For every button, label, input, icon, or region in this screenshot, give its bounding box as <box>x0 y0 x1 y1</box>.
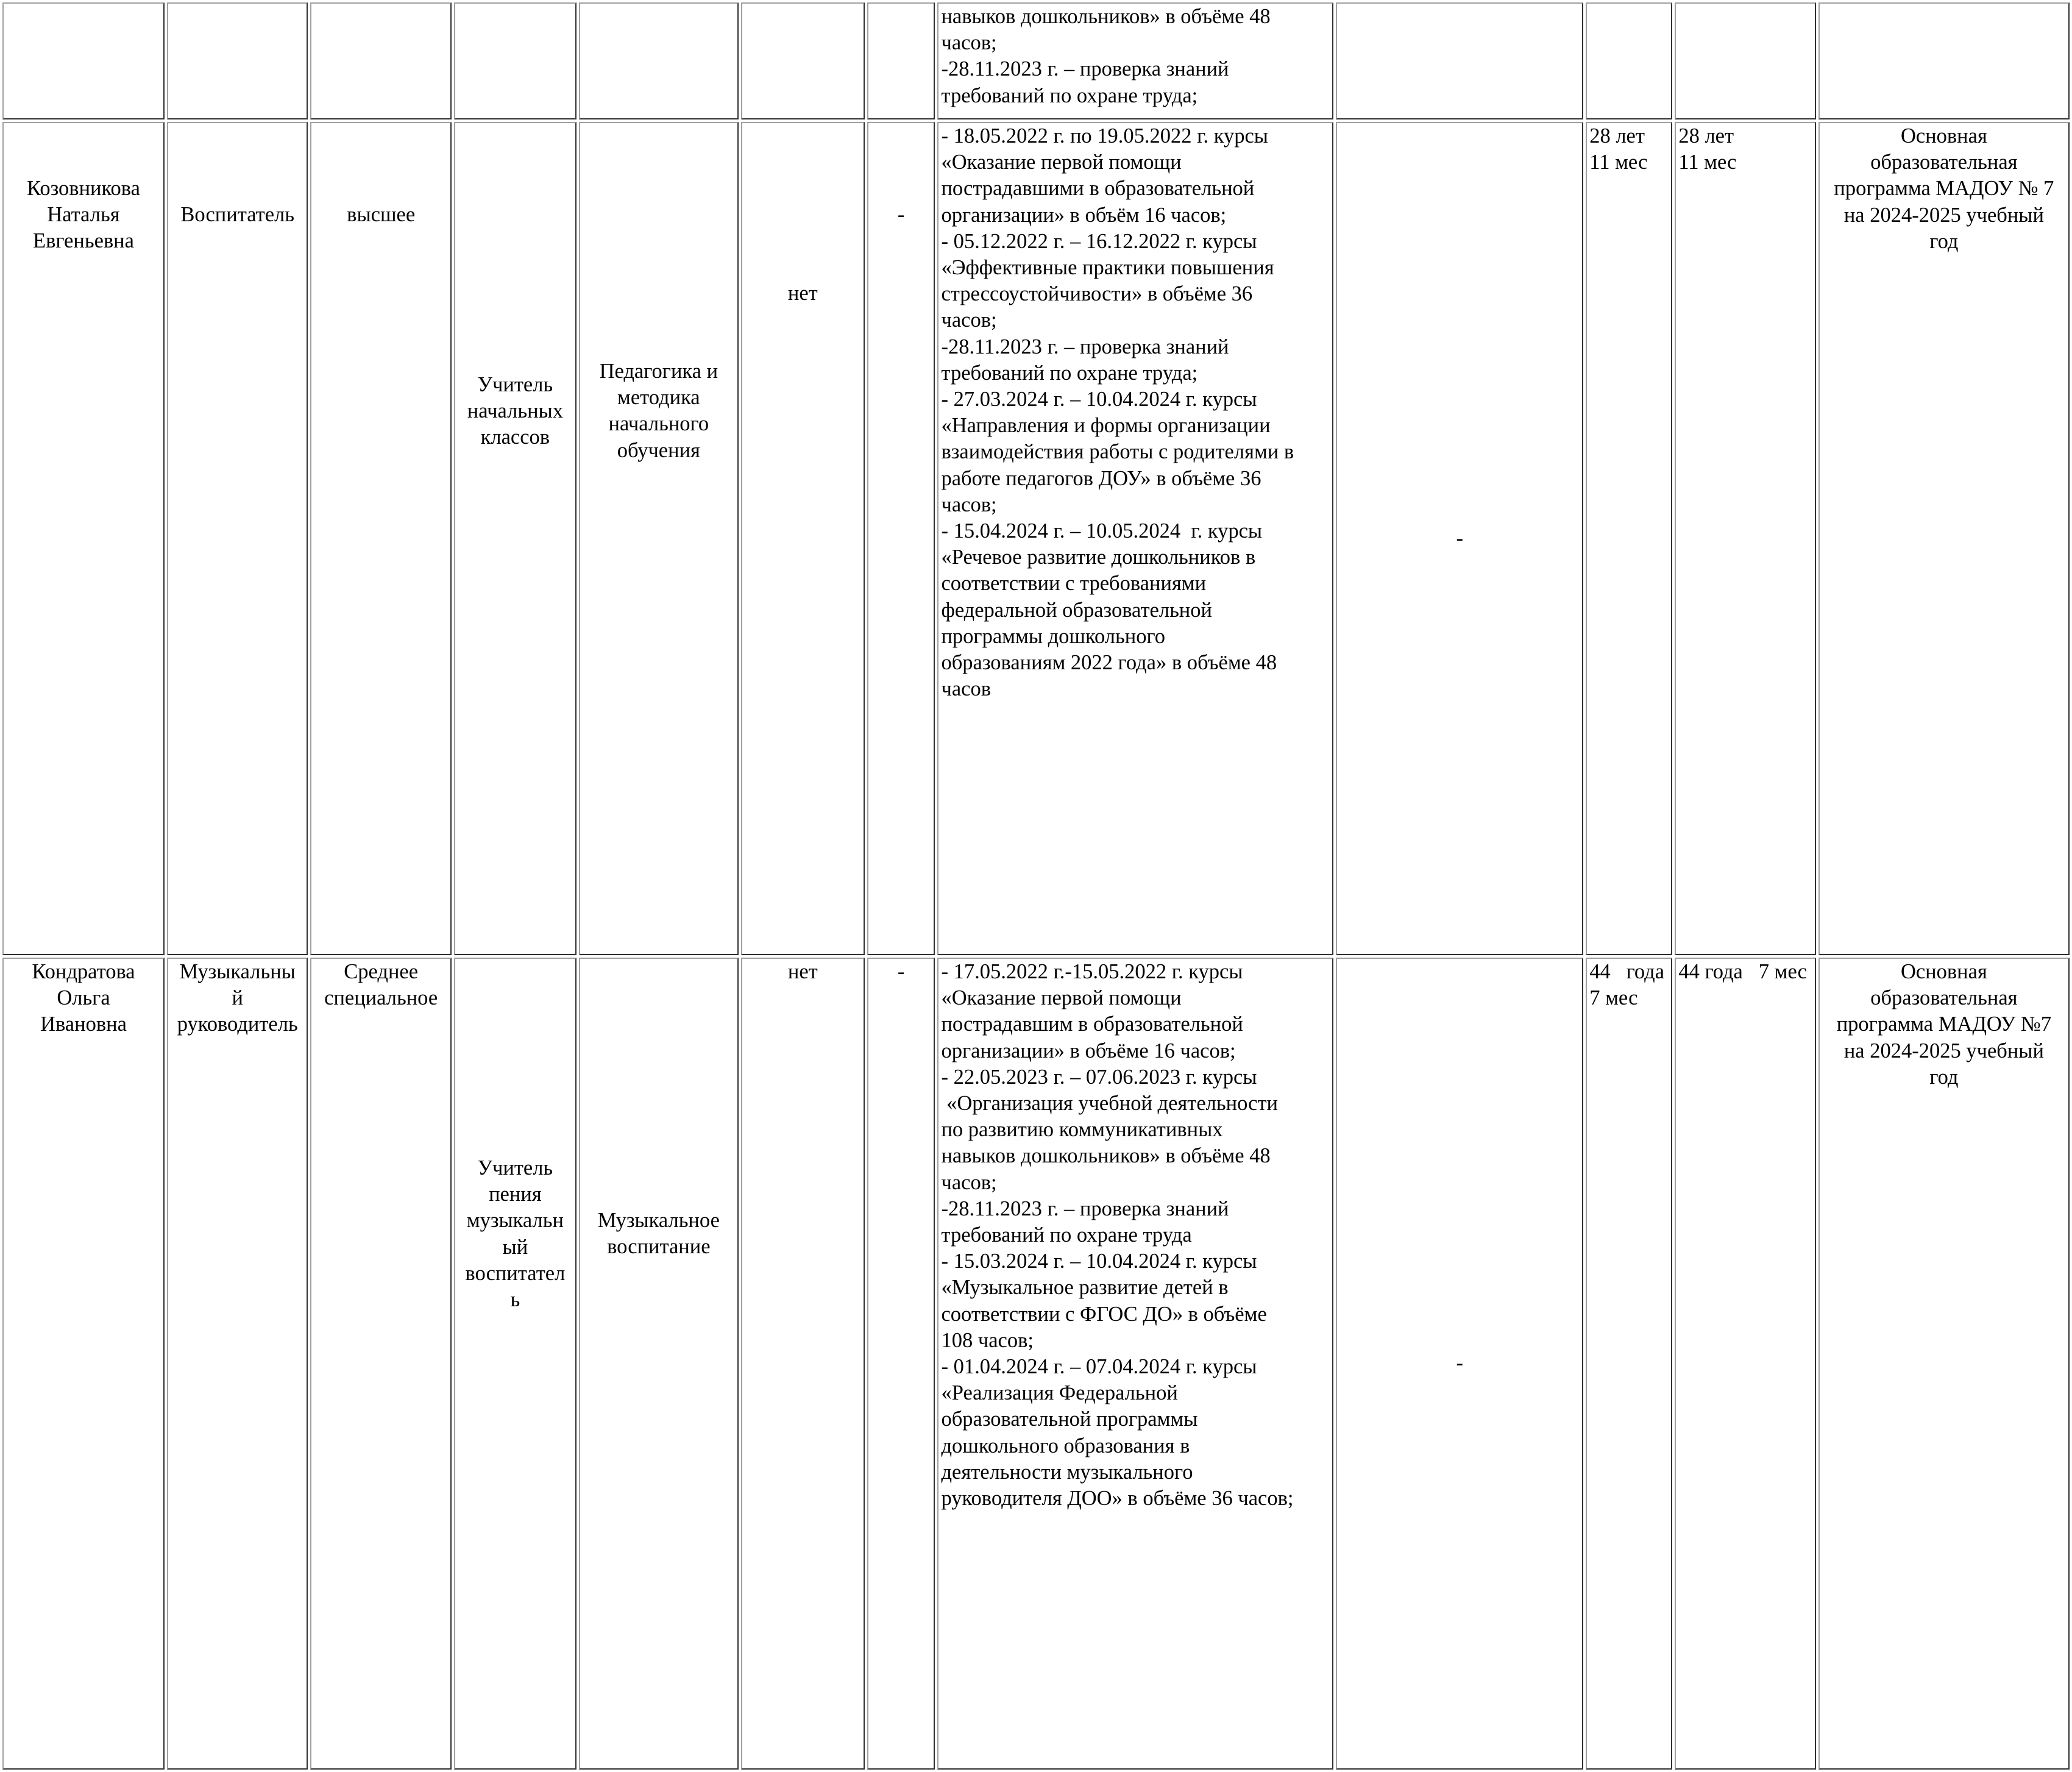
program-line: программа МАДОУ №7 <box>1836 1012 2052 1036</box>
name-cell <box>2 958 165 1770</box>
course-line: соответствии с требованиями <box>941 572 1207 596</box>
position-cell <box>167 122 308 955</box>
specialty-line: Педагогика и <box>599 360 718 383</box>
qualification-line: Учитель <box>477 1156 553 1180</box>
specialty-cell <box>579 958 739 1770</box>
experience-line: 11 мес <box>1589 151 1648 174</box>
ped-experience-cell <box>1675 2 1815 119</box>
program-line: программа МАДОУ № 7 <box>1834 177 2054 201</box>
position-line: й <box>232 986 243 1010</box>
name-line: Ольга <box>57 986 110 1010</box>
position-line: руководитель <box>177 1012 298 1036</box>
course-line: руководителя ДОО» в объёме 36 часов; <box>941 1487 1294 1510</box>
total-experience-cell <box>1586 122 1672 955</box>
specialty-line: обучения <box>617 438 700 462</box>
course-line: -28.11.2023 г. – проверка знаний <box>941 57 1229 81</box>
course-line: часов; <box>941 308 997 332</box>
retraining-cell <box>1336 958 1583 1770</box>
experience-line: 11 мес <box>1678 151 1737 174</box>
name-cell <box>2 2 165 119</box>
qualification-line: воспитател <box>465 1261 566 1285</box>
name-line: Ивановна <box>40 1012 127 1036</box>
program-line: на 2024-2025 учебный <box>1843 203 2044 227</box>
course-line: организации» в объёме 16 часов; <box>941 1039 1236 1062</box>
qualification-line: пения <box>489 1183 542 1206</box>
degree-cell <box>741 2 865 119</box>
table-row <box>2 2 2070 119</box>
course-line: навыков дошкольников» в объёме 48 <box>941 5 1271 28</box>
name-line: Евгеньевна <box>33 229 134 253</box>
position-text: Воспитатель <box>180 203 294 226</box>
title-cell <box>867 958 935 1770</box>
course-line: - 15.03.2024 г. – 10.04.2024 г. курсы <box>941 1250 1257 1273</box>
course-line: «Оказание первой помощи <box>941 986 1182 1010</box>
degree-text: нет <box>787 282 818 305</box>
qualification-line: ый <box>502 1235 528 1259</box>
qualification-line: ь <box>510 1288 520 1312</box>
experience-line: 44 года <box>1589 960 1665 983</box>
experience-line: 7 мес <box>1589 986 1638 1010</box>
course-line: образованиям 2022 года» в объёме 48 <box>941 651 1277 675</box>
position-cell <box>167 2 308 119</box>
program-cell <box>1818 958 2070 1770</box>
course-line: -28.11.2023 г. – проверка знаний <box>941 335 1229 358</box>
education-cell <box>310 958 451 1770</box>
title-text: - <box>897 960 905 983</box>
course-line: - 05.12.2022 г. – 16.12.2022 г. курсы <box>941 229 1257 253</box>
course-line: взаимодействия работы с родителями в <box>941 440 1294 464</box>
program-line: Основная <box>1900 124 1987 148</box>
course-line: деятельности музыкального <box>941 1460 1193 1484</box>
title-text: - <box>897 203 905 226</box>
program-cell <box>1818 2 2070 119</box>
specialty-line: методика <box>617 386 700 410</box>
course-line: образовательной программы <box>941 1407 1198 1431</box>
program-line: год <box>1929 1065 1959 1089</box>
course-line: часов; <box>941 493 997 516</box>
specialty-cell <box>579 122 739 955</box>
course-line: - 18.05.2022 г. по 19.05.2022 г. курсы <box>941 124 1268 148</box>
education-text: высшее <box>347 203 416 226</box>
retraining-cell <box>1336 122 1583 955</box>
position-line: Музыкальны <box>179 960 296 983</box>
course-line: организации» в объём 16 часов; <box>941 203 1227 227</box>
position-cell <box>167 958 308 1770</box>
education-line: специальное <box>324 986 438 1010</box>
courses-cell <box>937 2 1333 119</box>
specialty-line: начального <box>608 412 709 436</box>
title-cell <box>867 2 935 119</box>
program-line: год <box>1929 229 1959 253</box>
total-experience-cell <box>1586 958 1672 1770</box>
course-line: соответствии с ФГОС ДО» в объёме <box>941 1302 1267 1326</box>
program-line: Основная <box>1900 960 1987 983</box>
name-line: Кондратова <box>32 960 135 983</box>
table-row <box>2 958 2070 1770</box>
course-line: «Направления и формы организации <box>941 414 1271 438</box>
ped-experience-cell <box>1675 958 1815 1770</box>
program-line: образовательная <box>1870 986 2018 1010</box>
course-line: стрессоустойчивости» в объёме 36 <box>941 282 1253 306</box>
course-line: - 17.05.2022 г.-15.05.2022 г. курсы <box>941 960 1243 983</box>
course-line: по развитию коммуникативных <box>941 1118 1223 1142</box>
course-line: 108 часов; <box>941 1328 1034 1352</box>
retraining-text: - <box>1456 526 1463 550</box>
degree-cell <box>741 958 865 1770</box>
experience-line: 28 лет <box>1589 124 1645 148</box>
course-line: - 22.05.2023 г. – 07.06.2023 г. курсы <box>941 1065 1257 1089</box>
qualification-cell <box>454 958 577 1770</box>
course-line: - 15.04.2024 г. – 10.05.2024 г. курсы <box>941 519 1263 543</box>
course-line: требований по охране труда; <box>941 84 1198 107</box>
total-experience-cell <box>1586 2 1672 119</box>
course-line: «Организация учебной деятельности <box>941 1092 1279 1116</box>
course-line: часов; <box>941 31 997 55</box>
degree-text: нет <box>787 960 818 983</box>
course-line: дошкольного образования в <box>941 1434 1190 1457</box>
program-cell <box>1818 122 2070 955</box>
course-line: работе педагогов ДОУ» в объёме 36 <box>941 466 1261 490</box>
qualification-cell <box>454 2 577 119</box>
course-line: навыков дошкольников» в объёме 48 <box>941 1144 1271 1168</box>
course-line: пострадавшим в образовательной <box>941 1012 1243 1036</box>
experience-line: 28 лет <box>1678 124 1734 148</box>
qualification-line: начальных <box>467 399 563 423</box>
course-line: часов <box>941 677 991 701</box>
course-line: -28.11.2023 г. – проверка знаний <box>941 1197 1229 1220</box>
degree-cell <box>741 122 865 955</box>
name-line: Козовникова <box>27 177 140 200</box>
specialty-line: воспитание <box>607 1235 711 1259</box>
course-line: требований по охране труда <box>941 1223 1192 1247</box>
education-cell <box>310 2 451 119</box>
qualification-cell <box>454 122 577 955</box>
education-line: Среднее <box>344 960 419 983</box>
course-line: часов; <box>941 1170 997 1194</box>
course-line: - 01.04.2024 г. – 07.04.2024 г. курсы <box>941 1355 1257 1379</box>
qualification-line: Учитель <box>477 373 553 396</box>
course-line: программы дошкольного <box>941 624 1165 648</box>
retraining-text: - <box>1456 1351 1463 1375</box>
specialty-cell <box>579 2 739 119</box>
title-cell <box>867 122 935 955</box>
course-line: пострадавшими в образовательной <box>941 177 1255 201</box>
course-line: «Реализация Федеральной <box>941 1381 1178 1405</box>
specialty-line: Музыкальное <box>597 1209 720 1232</box>
program-line: на 2024-2025 учебный <box>1843 1039 2044 1062</box>
name-line: Наталья <box>47 203 120 227</box>
course-line: «Оказание первой помощи <box>941 151 1182 174</box>
course-line: требований по охране труда; <box>941 361 1198 385</box>
qualification-line: классов <box>480 425 550 449</box>
program-line: образовательная <box>1870 151 2018 174</box>
course-line: «Эффективные практики повышения <box>941 256 1274 280</box>
ped-experience-cell <box>1675 122 1815 955</box>
course-line: «Речевое развитие дошкольников в <box>941 546 1256 569</box>
courses-cell <box>937 958 1333 1770</box>
retraining-cell <box>1336 2 1583 119</box>
name-cell <box>2 122 165 955</box>
course-line: федеральной образовательной <box>941 598 1212 622</box>
courses-cell <box>937 122 1333 955</box>
course-line: - 27.03.2024 г. – 10.04.2024 г. курсы <box>941 388 1257 411</box>
education-cell <box>310 122 451 955</box>
course-line: «Музыкальное развитие детей в <box>941 1276 1229 1300</box>
table-row <box>2 122 2070 955</box>
qualification-line: музыкальн <box>466 1209 564 1233</box>
experience-line: 44 года 7 мес <box>1678 960 1807 983</box>
